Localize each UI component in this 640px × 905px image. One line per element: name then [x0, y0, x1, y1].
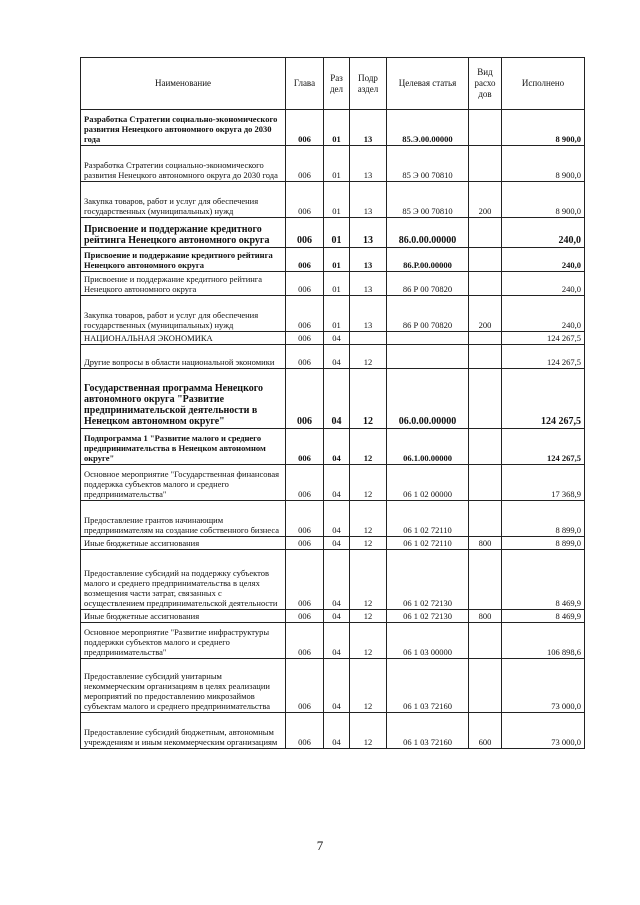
row-name: Основное мероприятие "Развитие инфраструктуры поддержки субъектов малого и среднего предпринимательства"	[81, 623, 286, 659]
row-glava: 006	[286, 659, 324, 713]
row-vid	[469, 501, 502, 537]
row-vid	[469, 659, 502, 713]
row-razdel: 04	[324, 659, 350, 713]
table-row	[81, 146, 585, 182]
row-statya: 85 Э 00 70810	[387, 182, 469, 218]
row-razdel: 04	[324, 501, 350, 537]
row-statya: 06.0.00.00000	[387, 369, 469, 429]
row-razdel: 04	[324, 713, 350, 749]
row-name: Закупка товаров, работ и услуг для обеспечения государственных (муниципальных) нужд	[81, 296, 286, 332]
row-podrazdel: 12	[350, 623, 387, 659]
row-razdel: 04	[324, 623, 350, 659]
table-body	[81, 110, 585, 749]
row-vid	[469, 429, 502, 465]
row-statya: 86.Р.00.00000	[387, 248, 469, 272]
row-value: 124 267,5	[502, 369, 585, 429]
row-razdel: 01	[324, 146, 350, 182]
col-header-name: Наименование	[81, 58, 286, 110]
row-statya: 06 1 02 00000	[387, 465, 469, 501]
row-statya: 86 Р 00 70820	[387, 296, 469, 332]
row-glava: 006	[286, 146, 324, 182]
row-vid	[469, 146, 502, 182]
row-value: 8 900,0	[502, 182, 585, 218]
row-vid	[469, 623, 502, 659]
row-name: Иные бюджетные ассигнования	[81, 610, 286, 623]
col-header-glava: Глава	[286, 58, 324, 110]
row-vid	[469, 369, 502, 429]
row-glava: 006	[286, 182, 324, 218]
row-razdel: 01	[324, 182, 350, 218]
row-vid	[469, 110, 502, 146]
row-name: Подпрограмма 1 "Развитие малого и среднего предпринимательства в Ненецком автономном округе"	[81, 429, 286, 465]
budget-table	[80, 57, 585, 749]
row-razdel: 04	[324, 429, 350, 465]
row-statya	[387, 345, 469, 369]
table-header-row	[81, 58, 585, 110]
row-statya: 06 1 03 00000	[387, 623, 469, 659]
row-name: Другие вопросы в области национальной экономики	[81, 345, 286, 369]
row-vid	[469, 218, 502, 248]
row-vid	[469, 248, 502, 272]
row-podrazdel: 12	[350, 501, 387, 537]
table-row	[81, 465, 585, 501]
row-statya: 86 Р 00 70820	[387, 272, 469, 296]
row-name: Предоставление грантов начинающим предпринимателям на создание собственного бизнеса	[81, 501, 286, 537]
row-statya: 86.0.00.00000	[387, 218, 469, 248]
table-row	[81, 623, 585, 659]
row-value: 240,0	[502, 296, 585, 332]
row-name: Разработка Стратегии социально-экономического развития Ненецкого автономного округа до 2030 года	[81, 110, 286, 146]
row-podrazdel: 13	[350, 296, 387, 332]
table-row	[81, 429, 585, 465]
row-statya: 06 1 03 72160	[387, 659, 469, 713]
row-podrazdel: 12	[350, 550, 387, 610]
row-value: 8 899,0	[502, 537, 585, 550]
row-statya: 06 1 02 72110	[387, 537, 469, 550]
row-vid	[469, 332, 502, 345]
row-podrazdel: 13	[350, 146, 387, 182]
row-value: 124 267,5	[502, 332, 585, 345]
row-vid: 600	[469, 713, 502, 749]
row-name: Присвоение и поддержание кредитного рейтинга Ненецкого автономного округа	[81, 272, 286, 296]
table-row	[81, 537, 585, 550]
row-glava: 006	[286, 248, 324, 272]
row-glava: 006	[286, 537, 324, 550]
table-row	[81, 248, 585, 272]
row-vid	[469, 345, 502, 369]
col-header-podrazdel: Подр аздел	[350, 58, 387, 110]
row-glava: 006	[286, 218, 324, 248]
row-podrazdel: 13	[350, 272, 387, 296]
row-podrazdel: 12	[350, 369, 387, 429]
row-value: 8 469,9	[502, 610, 585, 623]
row-value: 106 898,6	[502, 623, 585, 659]
row-podrazdel: 12	[350, 659, 387, 713]
row-podrazdel: 13	[350, 248, 387, 272]
row-razdel: 01	[324, 218, 350, 248]
row-razdel: 04	[324, 610, 350, 623]
table-row	[81, 272, 585, 296]
row-vid: 200	[469, 296, 502, 332]
row-razdel: 04	[324, 369, 350, 429]
row-value: 240,0	[502, 248, 585, 272]
table-row	[81, 659, 585, 713]
row-glava: 006	[286, 110, 324, 146]
row-value: 73 000,0	[502, 713, 585, 749]
row-podrazdel	[350, 332, 387, 345]
row-name: Иные бюджетные ассигнования	[81, 537, 286, 550]
row-razdel: 04	[324, 465, 350, 501]
row-razdel: 04	[324, 537, 350, 550]
row-value: 240,0	[502, 272, 585, 296]
row-value: 73 000,0	[502, 659, 585, 713]
row-podrazdel: 12	[350, 345, 387, 369]
row-podrazdel: 12	[350, 610, 387, 623]
row-name: Предоставление субсидий на поддержку субъектов малого и среднего предпринимательства в целях возмещения части затрат, связанных с осуществлением предпринимательской деятельности	[81, 550, 286, 610]
table-row	[81, 501, 585, 537]
row-name: Предоставление субсидий бюджетным, автономным учреждениям и иным некоммерческим организациям	[81, 713, 286, 749]
row-value: 240,0	[502, 218, 585, 248]
table-row	[81, 550, 585, 610]
row-razdel: 01	[324, 110, 350, 146]
row-glava: 006	[286, 345, 324, 369]
table-row	[81, 369, 585, 429]
row-podrazdel: 12	[350, 429, 387, 465]
row-podrazdel: 12	[350, 713, 387, 749]
row-name: Предоставление субсидий унитарным некоммерческим организациям в целях реализации мероприятий по предоставлению микрозаймов субъектам малого и среднего предпринимательства	[81, 659, 286, 713]
row-name: Разработка Стратегии социально-экономического развития Ненецкого автономного округа до 2030 года	[81, 146, 286, 182]
row-podrazdel: 13	[350, 218, 387, 248]
page-number: 7	[316, 838, 324, 853]
row-value: 8 899,0	[502, 501, 585, 537]
row-name: Государственная программа Ненецкого автономного округа "Развитие предпринимательской деятельности в Ненецком автономном округе"	[81, 369, 286, 429]
row-glava: 006	[286, 501, 324, 537]
row-statya: 06.1.00.00000	[387, 429, 469, 465]
row-vid	[469, 272, 502, 296]
row-statya: 06 1 03 72160	[387, 713, 469, 749]
row-glava: 006	[286, 272, 324, 296]
row-glava: 006	[286, 610, 324, 623]
row-name: Присвоение и поддержание кредитного рейтинга Ненецкого автономного округа	[81, 218, 286, 248]
row-statya: 06 1 02 72110	[387, 501, 469, 537]
row-podrazdel: 13	[350, 182, 387, 218]
table-row	[81, 345, 585, 369]
row-statya: 06 1 02 72130	[387, 610, 469, 623]
row-razdel: 04	[324, 345, 350, 369]
row-value: 8 469,9	[502, 550, 585, 610]
row-razdel: 01	[324, 248, 350, 272]
row-vid	[469, 550, 502, 610]
table-row	[81, 296, 585, 332]
row-glava: 006	[286, 623, 324, 659]
row-razdel: 01	[324, 296, 350, 332]
table-row	[81, 332, 585, 345]
row-name: Присвоение и поддержание кредитного рейтинга Ненецкого автономного округа	[81, 248, 286, 272]
row-statya: 85.Э.00.00000	[387, 110, 469, 146]
row-glava: 006	[286, 369, 324, 429]
row-vid	[469, 465, 502, 501]
col-header-razdel: Раз дел	[324, 58, 350, 110]
row-name: НАЦИОНАЛЬНАЯ ЭКОНОМИКА	[81, 332, 286, 345]
table-row	[81, 110, 585, 146]
row-razdel: 04	[324, 332, 350, 345]
row-vid: 800	[469, 610, 502, 623]
row-glava: 006	[286, 465, 324, 501]
row-podrazdel: 12	[350, 537, 387, 550]
row-statya: 85 Э 00 70810	[387, 146, 469, 182]
row-razdel: 04	[324, 550, 350, 610]
row-name: Закупка товаров, работ и услуг для обеспечения государственных (муниципальных) нужд	[81, 182, 286, 218]
row-value: 8 900,0	[502, 110, 585, 146]
row-value: 17 368,9	[502, 465, 585, 501]
row-vid: 200	[469, 182, 502, 218]
row-statya	[387, 332, 469, 345]
row-name: Основное мероприятие "Государственная финансовая поддержка субъектов малого и среднего предпринимательства"	[81, 465, 286, 501]
row-glava: 006	[286, 296, 324, 332]
table-row	[81, 218, 585, 248]
row-glava: 006	[286, 429, 324, 465]
row-glava: 006	[286, 332, 324, 345]
table-row	[81, 713, 585, 749]
row-statya: 06 1 02 72130	[387, 550, 469, 610]
row-value: 124 267,5	[502, 429, 585, 465]
col-header-statya: Целевая статья	[387, 58, 469, 110]
row-glava: 006	[286, 550, 324, 610]
table-row	[81, 182, 585, 218]
row-value: 8 900,0	[502, 146, 585, 182]
row-razdel: 01	[324, 272, 350, 296]
table-row	[81, 610, 585, 623]
row-vid: 800	[469, 537, 502, 550]
col-header-vid: Вид расхо дов	[469, 58, 502, 110]
row-glava: 006	[286, 713, 324, 749]
row-podrazdel: 13	[350, 110, 387, 146]
row-podrazdel: 12	[350, 465, 387, 501]
col-header-value: Исполнено	[502, 58, 585, 110]
row-value: 124 267,5	[502, 345, 585, 369]
